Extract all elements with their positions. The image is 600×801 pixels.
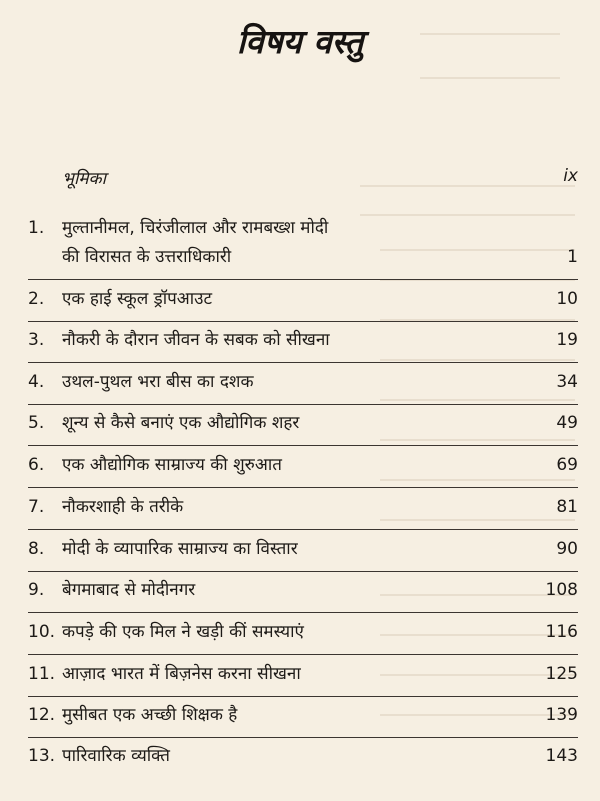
- toc-entry-title-line: एक हाई स्कूल ड्रॉपआउट: [62, 289, 213, 309]
- toc-separator: [28, 279, 578, 280]
- toc-entry: [28, 370, 578, 395]
- toc-entry-title: [62, 620, 538, 645]
- toc-separator: [28, 321, 578, 322]
- toc-entry-number: 13.: [28, 746, 56, 766]
- toc-separator: [28, 362, 578, 363]
- toc-separator: [28, 487, 578, 488]
- toc-entry-title-line: मुसीबत एक अच्छी शिक्षक है: [62, 705, 238, 725]
- toc-entry-title: [62, 703, 538, 728]
- toc-entry: [28, 495, 578, 520]
- toc-entry-title: [62, 328, 538, 353]
- toc-entry-title-line: बेगमाबाद से मोदीनगर: [62, 580, 196, 600]
- toc-entry-page: 90: [556, 539, 578, 559]
- toc-entry-title: [62, 453, 538, 478]
- toc-entry-number: 8.: [28, 539, 45, 559]
- toc-entry: [28, 453, 578, 478]
- toc-entry-page: 10: [556, 289, 578, 309]
- toc-separator: [28, 696, 578, 697]
- toc-entry-title: [62, 287, 538, 312]
- toc-entry-title-line: नौकरशाही के तरीके: [62, 497, 184, 517]
- page-title: विषय वस्तु: [236, 22, 364, 61]
- toc-entry-title: [62, 578, 538, 603]
- toc-entry: [28, 744, 578, 769]
- toc-entry-page: 34: [556, 372, 578, 392]
- toc-entry-page: 69: [556, 455, 578, 475]
- toc-separator: [28, 404, 578, 405]
- toc-entry-number: 6.: [28, 455, 45, 475]
- toc-entry-title: [62, 537, 538, 562]
- toc-entry: [28, 216, 578, 270]
- toc-entry-title-line: कपड़े की एक मिल ने खड़ी कीं समस्याएं: [62, 622, 304, 642]
- toc-entry: [28, 411, 578, 436]
- toc-entry: [28, 328, 578, 353]
- toc-separator: [28, 529, 578, 530]
- toc-entry-number: 12.: [28, 705, 56, 725]
- toc-entry-title: [62, 662, 538, 687]
- toc-entry-number: 3.: [28, 330, 45, 350]
- toc-entry-title-line: एक औद्योगिक साम्राज्य की शुरुआत: [62, 455, 282, 475]
- toc-entry-title-line: मोदी के व्यापारिक साम्राज्य का विस्तार: [62, 539, 298, 559]
- toc-entry-title-line: आज़ाद भारत में बिज़नेस करना सीखना: [62, 664, 301, 684]
- toc-entry-page: 49: [556, 413, 578, 433]
- toc-entry-page: 143: [545, 746, 578, 766]
- toc-separator: [28, 612, 578, 613]
- toc-separator: [28, 654, 578, 655]
- toc-entry: [28, 703, 578, 728]
- toc-entry: [28, 662, 578, 687]
- toc-entry-page: 1: [567, 247, 578, 267]
- toc-entry-title-line: नौकरी के दौरान जीवन के सबक को सीखना: [62, 330, 330, 350]
- toc-entry-title-line: की विरासत के उत्तराधिकारी: [62, 247, 232, 267]
- toc-separator: [28, 445, 578, 446]
- toc-entry-title: [62, 744, 538, 769]
- toc-entry-number: 2.: [28, 289, 45, 309]
- toc-entry-number: 10.: [28, 622, 56, 642]
- toc-entry: [28, 578, 578, 603]
- intro-page: ix: [563, 166, 578, 186]
- toc-entry: [28, 537, 578, 562]
- toc-entry-title-line: मुल्तानीमल, चिरंजीलाल और रामबख्श मोदी: [62, 218, 329, 238]
- toc-entry-number: 11.: [28, 664, 56, 684]
- toc-entry-title-line: पारिवारिक व्यक्ति: [62, 746, 170, 766]
- toc-entry-number: 4.: [28, 372, 45, 392]
- toc-entry-page: 116: [545, 622, 578, 642]
- toc-entry-title: [62, 370, 538, 395]
- toc-entry-page: 139: [545, 705, 578, 725]
- intro-label: भूमिका: [62, 169, 106, 189]
- toc-entry-page: 81: [556, 497, 578, 517]
- toc-entry-number: 5.: [28, 413, 45, 433]
- toc-entry-number: 1.: [28, 218, 45, 238]
- toc-separator: [28, 737, 578, 738]
- toc-entry: [28, 620, 578, 645]
- toc-entry-title-line: उथल-पुथल भरा बीस का दशक: [62, 372, 254, 392]
- toc-entry-title: [62, 411, 538, 436]
- toc-entry-page: 19: [556, 330, 578, 350]
- toc-entry: [28, 287, 578, 312]
- toc-entry-title: [62, 216, 538, 270]
- toc-entry-title-line: शून्य से कैसे बनाएं एक औद्योगिक शहर: [62, 413, 300, 433]
- toc-intro-row: [62, 166, 578, 189]
- toc-entry-title: [62, 495, 538, 520]
- toc-entry-number: 7.: [28, 497, 45, 517]
- toc-separator: [28, 571, 578, 572]
- toc-entry-page: 108: [545, 580, 578, 600]
- toc-entry-number: 9.: [28, 580, 45, 600]
- toc-entry-page: 125: [545, 664, 578, 684]
